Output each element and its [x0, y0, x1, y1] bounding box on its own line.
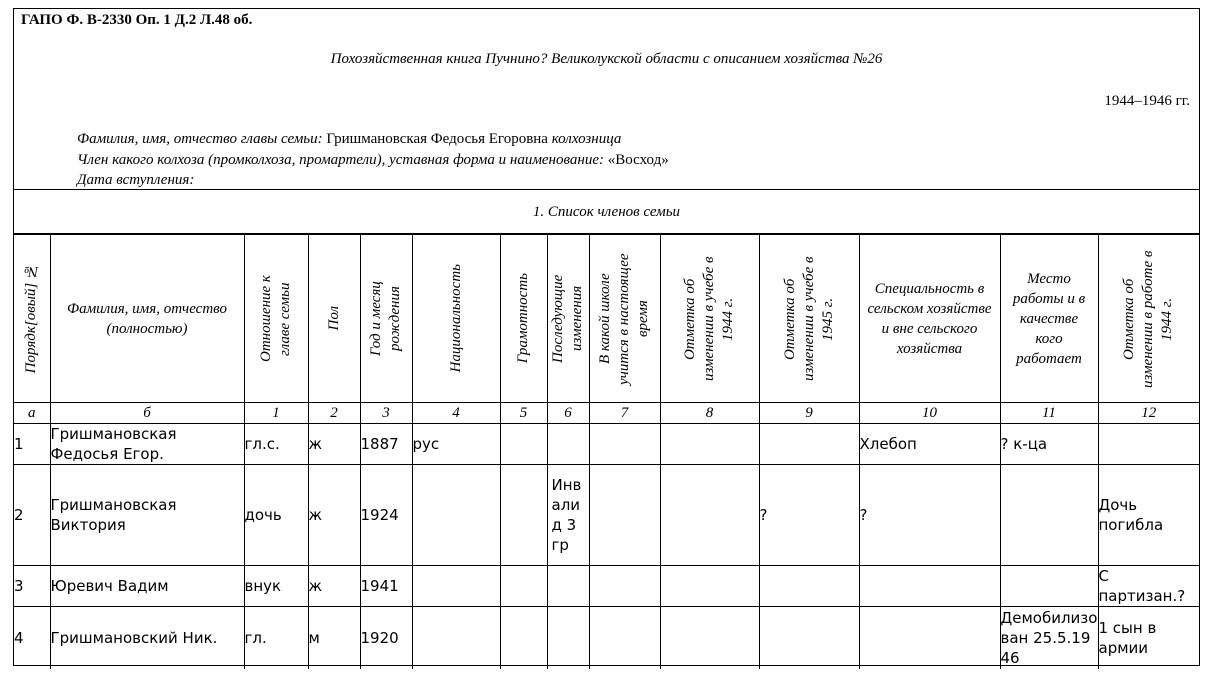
head-of-family-label: Фамилия, имя, отчество главы семьи: — [77, 131, 323, 147]
row-nationality — [412, 465, 500, 566]
join-date-label: Дата вступления: — [77, 172, 195, 188]
col-header-number: Порядк[овый] № — [14, 235, 50, 403]
col-header-work-1944: Отметка об изменении в работе в 1944 г. — [1098, 235, 1199, 403]
row-relation: гл. — [244, 607, 308, 669]
row-literacy — [500, 607, 547, 669]
row-literacy — [500, 465, 547, 566]
head-of-family-status: колхозница — [551, 131, 622, 147]
table-row — [14, 465, 1199, 566]
document-title: Похозяйственная книга Пучнино? Великолукской области с описанием хозяйства №26 — [330, 51, 883, 67]
row-number: 3 — [14, 566, 50, 607]
row-number: 1 — [14, 424, 50, 465]
row-edu-1945 — [759, 607, 859, 669]
head-of-family-line — [77, 131, 621, 148]
column-numbers-row — [14, 403, 1199, 424]
row-specialty: Хлебоп — [859, 424, 1000, 465]
row-school — [589, 607, 660, 669]
col-header-workplace: Место работы и в качестве кого работает — [1000, 235, 1098, 403]
row-nationality: рус — [412, 424, 500, 465]
row-relation: внук — [244, 566, 308, 607]
document-header — [14, 9, 1199, 190]
archive-reference: ГАПО Ф. В-2330 Оп. 1 Д.2 Л.48 об. — [21, 12, 253, 28]
row-literacy — [500, 566, 547, 607]
table-row — [14, 424, 1199, 465]
col-header-birth: Год и месяц рождения — [360, 235, 412, 403]
row-number: 4 — [14, 607, 50, 669]
row-relation: дочь — [244, 465, 308, 566]
row-nationality — [412, 607, 500, 669]
table-row — [14, 566, 1199, 607]
row-relation: гл.с. — [244, 424, 308, 465]
row-changes — [547, 424, 589, 465]
row-work-1944 — [1098, 424, 1199, 465]
kolkhoz-value: «Восход» — [607, 152, 669, 168]
row-name: Гришмановская Федосья Егор. — [50, 424, 244, 465]
kolkhoz-label: Член какого колхоза (промколхоза, промартели), уставная форма и наименование: — [77, 152, 604, 168]
row-edu-1945 — [759, 424, 859, 465]
row-edu-1944 — [660, 465, 759, 566]
row-specialty — [859, 566, 1000, 607]
row-nationality — [412, 566, 500, 607]
col-number: 11 — [1000, 403, 1098, 424]
row-school — [589, 424, 660, 465]
row-name: Гришмановская Виктория — [50, 465, 244, 566]
col-number: 1 — [244, 403, 308, 424]
join-date-line — [77, 172, 194, 189]
row-name: Юревич Вадим — [50, 566, 244, 607]
row-sex: м — [308, 607, 360, 669]
row-workplace: Демобилизован 25.5.1946 — [1000, 607, 1098, 669]
col-number: 12 — [1098, 403, 1199, 424]
col-header-name: Фамилия, имя, отчество (полностью) — [50, 235, 244, 403]
row-edu-1944 — [660, 607, 759, 669]
row-workplace — [1000, 566, 1098, 607]
row-sex: ж — [308, 424, 360, 465]
col-number: 7 — [589, 403, 660, 424]
row-school — [589, 465, 660, 566]
row-workplace — [1000, 465, 1098, 566]
row-edu-1944 — [660, 566, 759, 607]
row-name: Гришмановский Ник. — [50, 607, 244, 669]
row-literacy — [500, 424, 547, 465]
table-row — [14, 607, 1199, 669]
row-edu-1945: ? — [759, 465, 859, 566]
row-changes: Инвалид 3 гр — [547, 465, 589, 566]
row-changes — [547, 607, 589, 669]
row-work-1944: 1 сын в армии — [1098, 607, 1199, 669]
row-edu-1945 — [759, 566, 859, 607]
kolkhoz-line — [77, 152, 669, 169]
col-number: б — [50, 403, 244, 424]
col-header-nationality: Национальность — [412, 235, 500, 403]
family-members-table — [14, 234, 1199, 669]
row-number: 2 — [14, 465, 50, 566]
col-number: 4 — [412, 403, 500, 424]
section-title: 1. Список членов семьи — [14, 190, 1199, 234]
head-of-family-value: Гришмановская Федосья Егоровна — [326, 131, 548, 147]
col-header-sex: Пол — [308, 235, 360, 403]
col-number: 2 — [308, 403, 360, 424]
col-header-edu-1944: Отметка об изменении в учебе в 1944 г. — [660, 235, 759, 403]
col-number: 5 — [500, 403, 547, 424]
table-header-row — [14, 235, 1199, 403]
row-changes — [547, 566, 589, 607]
row-work-1944: С партизан.? — [1098, 566, 1199, 607]
col-header-literacy: Грамотность — [500, 235, 547, 403]
row-sex: ж — [308, 465, 360, 566]
col-number: 6 — [547, 403, 589, 424]
col-number: а — [14, 403, 50, 424]
row-specialty — [859, 607, 1000, 669]
col-number: 9 — [759, 403, 859, 424]
col-number: 10 — [859, 403, 1000, 424]
row-edu-1944 — [660, 424, 759, 465]
row-sex: ж — [308, 566, 360, 607]
col-header-relation: Отношение к главе семьи — [244, 235, 308, 403]
row-birth-year: 1920 — [360, 607, 412, 669]
col-header-specialty: Специальность в сельском хозяйстве и вне сельского хозяйства — [859, 235, 1000, 403]
col-header-school: В какой школе учится в настоящее время — [589, 235, 660, 403]
col-header-edu-1945: Отметка об изменении в учебе в 1945 г. — [759, 235, 859, 403]
document-years: 1944–1946 гг. — [1104, 93, 1190, 109]
row-specialty: ? — [859, 465, 1000, 566]
row-work-1944: Дочь погибла — [1098, 465, 1199, 566]
document-page — [13, 8, 1200, 666]
row-birth-year: 1941 — [360, 566, 412, 607]
col-number: 8 — [660, 403, 759, 424]
row-birth-year: 1924 — [360, 465, 412, 566]
row-school — [589, 566, 660, 607]
row-birth-year: 1887 — [360, 424, 412, 465]
row-workplace: ? к-ца — [1000, 424, 1098, 465]
col-number: 3 — [360, 403, 412, 424]
col-header-changes: Последующие изменения — [547, 235, 589, 403]
